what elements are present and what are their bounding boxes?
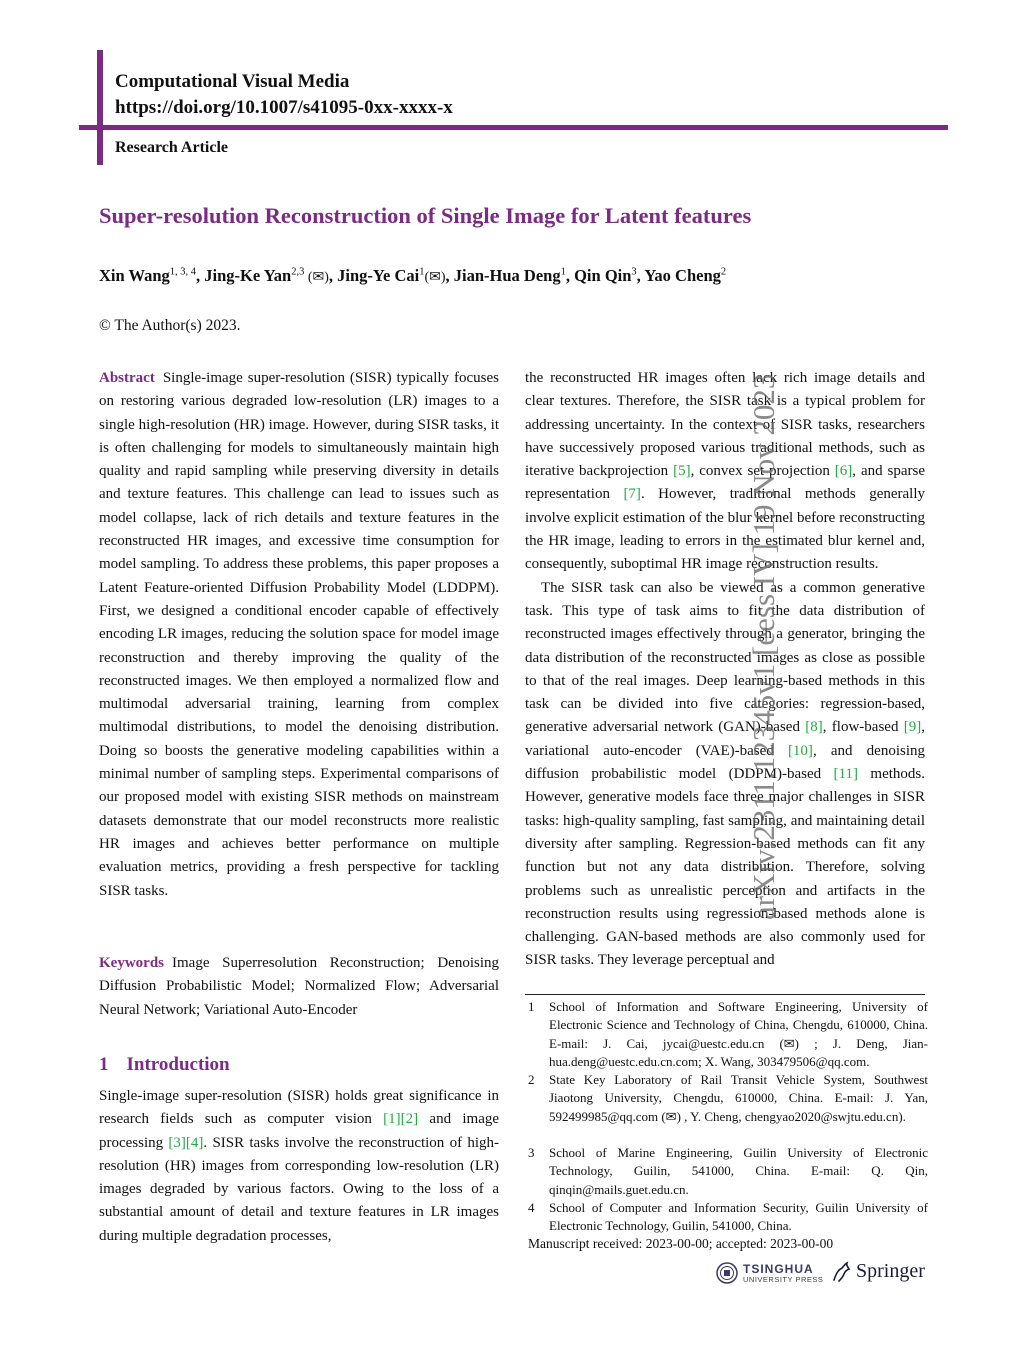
body-text: the reconstructed HR images often lack rich image details and clear textures. Therefore, the SISR task is a typical problem for addressing uncertainty. In the context of SISR tasks, researchers have successively proposed various traditional methods, such as iterative backprojection xyxy=(525,370,925,480)
author-affiliation: 1 xyxy=(560,266,566,278)
keywords-text: Image Superresolution Reconstruction; Denoising Diffusion Probabilistic Model; Normalized Flow; Adversarial Neural Network; Variational Auto-Encoder xyxy=(99,955,499,1018)
envelope-icon: (✉) xyxy=(424,270,446,285)
journal-name: Computational Visual Media xyxy=(115,71,350,92)
citation-link[interactable]: [6] xyxy=(834,463,853,480)
author-name: Yao Cheng xyxy=(644,266,721,285)
footnote-number: 3 xyxy=(528,1145,535,1160)
keywords-label: Keywords xyxy=(99,955,164,971)
author-name: Jian-Hua Deng xyxy=(453,266,561,285)
author-name: Qin Qin xyxy=(574,266,632,285)
body-text: The SISR task can also be viewed as a common generative task. This type of task aims to fit the data distribution of reconstructed images effectively through a generator, bringing the data distribution of the reconstructed images as close as possible to that of the real images. Deep learning-based methods in this task can be divided into five categories: regression-based, generative adversarial network (GAN)-based xyxy=(525,579,925,736)
author-affiliation: 3 xyxy=(631,266,637,278)
author-affiliation: 2 xyxy=(720,266,727,278)
envelope-icon: (✉) xyxy=(304,270,329,285)
section-title: Introduction xyxy=(126,1054,230,1075)
intro-text: . SISR tasks involve the reconstruction of high-resolution (HR) images from corresponding low-resolution (LR) images degraded by various factors. Owing to the loss of a substantial amount of detail and texture features in LR images during multiple degradation processes, xyxy=(99,1134,499,1244)
footnote-number: 2 xyxy=(528,1072,535,1087)
footnote xyxy=(528,1199,928,1236)
citation-link[interactable]: [5] xyxy=(673,463,691,480)
author-name: Xin Wang xyxy=(99,266,170,285)
arxiv-watermark xyxy=(742,316,786,920)
footnote-divider xyxy=(525,994,925,995)
author-list: Xin Wang$^{1, 3, 4}$, Jing-Ke Yan$^{2,3}$ (✉), Jing-Ye Cai$^1$(✉), Jian-Hua Deng$^1$, Qin Qin$^3$, Yao Cheng$^2$ xyxy=(99,266,727,285)
citation-link[interactable]: [9] xyxy=(903,719,922,736)
manuscript-dates: Manuscript received: 2023-00-00; accepted: 2023-00-00 xyxy=(528,1236,834,1251)
copyright-notice: © The Author(s) 2023. xyxy=(99,317,241,334)
abstract-block xyxy=(99,367,499,903)
springer-name: Springer xyxy=(856,1260,925,1282)
section-heading-introduction xyxy=(99,1054,230,1076)
footnote-text: School of Computer and Information Security, Guilin University of Electronic Technology, Guilin, 541000, China. xyxy=(549,1200,928,1234)
intro-text: and image processing xyxy=(99,1111,500,1151)
body-text: . However, traditional methods generally involve explicit estimation of the blur kernel before reconstructing the HR image, leading to errors in the estimated blur kernel and, consequently, suboptimal HR image reconstruction results. xyxy=(525,486,925,573)
footnote-text: School of Marine Engineering, Guilin University of Electronic Technology, Guilin, 541000, China. E-mail: Q. Qin, qinqin@mails.guet.edu.cn. xyxy=(549,1145,928,1197)
citation-link[interactable]: [7] xyxy=(623,486,641,503)
header-accent-bar-vertical xyxy=(97,50,103,165)
abstract-label: Abstract xyxy=(99,370,155,386)
keywords-block xyxy=(99,952,499,1022)
tsinghua-name: TSINGHUA xyxy=(743,1262,814,1276)
doi-link[interactable]: https://doi.org/10.1007/s41095-0xx-xxxx-x xyxy=(115,97,453,118)
springer-horse-icon xyxy=(830,1260,852,1284)
author-affiliation: 2,3 xyxy=(291,266,305,278)
author-name: Jing-Ye Cai xyxy=(337,266,420,285)
footnote-text: School of Information and Software Engineering, University of Electronic Science and Technology of China, Chengdu, 610000, China. E-mail: J. Cai, jycai@uestc.edu.cn (✉) ; J. Deng, Jian-hua.deng@uestc.edu.cn.com; X. Wang, 303479506@qq.com. xyxy=(549,999,928,1069)
body-text: , and sparse representation xyxy=(525,463,925,503)
intro-paragraph xyxy=(99,1085,499,1248)
body-text: , flow-based xyxy=(822,719,904,736)
footnote-number: 4 xyxy=(528,1200,535,1215)
citation-link[interactable]: [4] xyxy=(185,1134,204,1151)
citation-link[interactable]: [11] xyxy=(833,766,858,783)
footnote-number: 1 xyxy=(528,999,535,1014)
citation-link[interactable]: [2] xyxy=(400,1111,419,1128)
author-affiliation: 1, 3, 4 xyxy=(169,266,197,278)
citation-link[interactable]: [8] xyxy=(805,719,823,736)
footnote xyxy=(528,1144,928,1199)
intro-text: Single-image super-resolution (SISR) holds great significance in research fields such as computer vision xyxy=(99,1088,499,1128)
author-affiliation: 1 xyxy=(419,266,425,278)
header-accent-bar-horizontal xyxy=(79,125,948,130)
tsinghua-subtitle: UNIVERSITY PRESS xyxy=(743,1275,824,1284)
body-text: , variational auto-encoder (VAE)-based xyxy=(525,719,925,759)
body-text: , and denoising diffusion probabilistic model (DDPM)-based xyxy=(525,742,925,783)
citation-link[interactable]: [10] xyxy=(787,742,813,759)
citation-link[interactable]: [1] xyxy=(383,1111,401,1128)
footnote-text: State Key Laboratory of Rail Transit Vehicle System, Southwest Jiaotong University, Chengdu, 610000, China. E-mail: J. Yan, 592499985@qq.com (✉) , Y. Cheng, chengyao2020@swjtu.edu.cn). xyxy=(549,1072,928,1124)
paper-title: Super-resolution Reconstruction of Single Image for Latent features xyxy=(99,203,752,228)
footnote xyxy=(528,1071,928,1126)
footnote xyxy=(528,998,928,1071)
tsinghua-seal-icon xyxy=(716,1262,738,1284)
author-name: Jing-Ke Yan xyxy=(204,266,292,285)
arxiv-watermark-text: arXiv:2311.12345v1 [eess.IV] 19 Nov 2023 xyxy=(746,373,781,920)
body-text: methods. However, generative models face three major challenges in SISR tasks: high-quality sampling, fast sampling, and maintaining detail diversity after sampling. Regression-based methods can fit any function but not any data distribution. Therefore, solving problems such as unrealistic perception and artifacts in the reconstruction results using regression-based methods alone is challenging. GAN-based methods are also commonly used for SISR tasks. They leverage perceptual and xyxy=(525,766,925,969)
citation-link[interactable]: [3] xyxy=(168,1134,186,1151)
body-text: , convex set projection xyxy=(690,463,835,480)
right-column-text xyxy=(525,367,925,973)
publisher-logos xyxy=(716,1258,926,1288)
section-number: 1 xyxy=(99,1054,109,1075)
article-type: Research Article xyxy=(115,139,228,156)
abstract-text: Single-image super-resolution (SISR) typically focuses on restoring various degraded low-resolution (LR) images to a single high-resolution (HR) image. However, during SISR tasks, it is often challenging for models to simultaneously maintain high quality and rapid sampling while preserving diversity in details and texture features. This challenge can lead to issues such as model collapse, lack of rich details and texture features in the reconstructed HR images, and excessive time consumption for model sampling. To address these problems, this paper proposes a Latent Feature-oriented Diffusion Probability Model (LDDPM). First, we designed a conditional encoder capable of effectively encoding LR images, reducing the solution space for model image reconstruction and thereby improving the quality of the reconstructed images. We then employed a normalized flow and multimodal adversarial training, learning from complex multimodal distributions, to model the denoising distribution. Doing so boosts the generative modeling capabilities within a minimal number of sampling steps. Experimental comparisons of our proposed model with existing SISR methods on mainstream datasets demonstrate that our model reconstructs more realistic HR images and achieves better performance on multiple evaluation metrics, providing a fresh perspective for tackling SISR tasks. xyxy=(99,370,499,899)
